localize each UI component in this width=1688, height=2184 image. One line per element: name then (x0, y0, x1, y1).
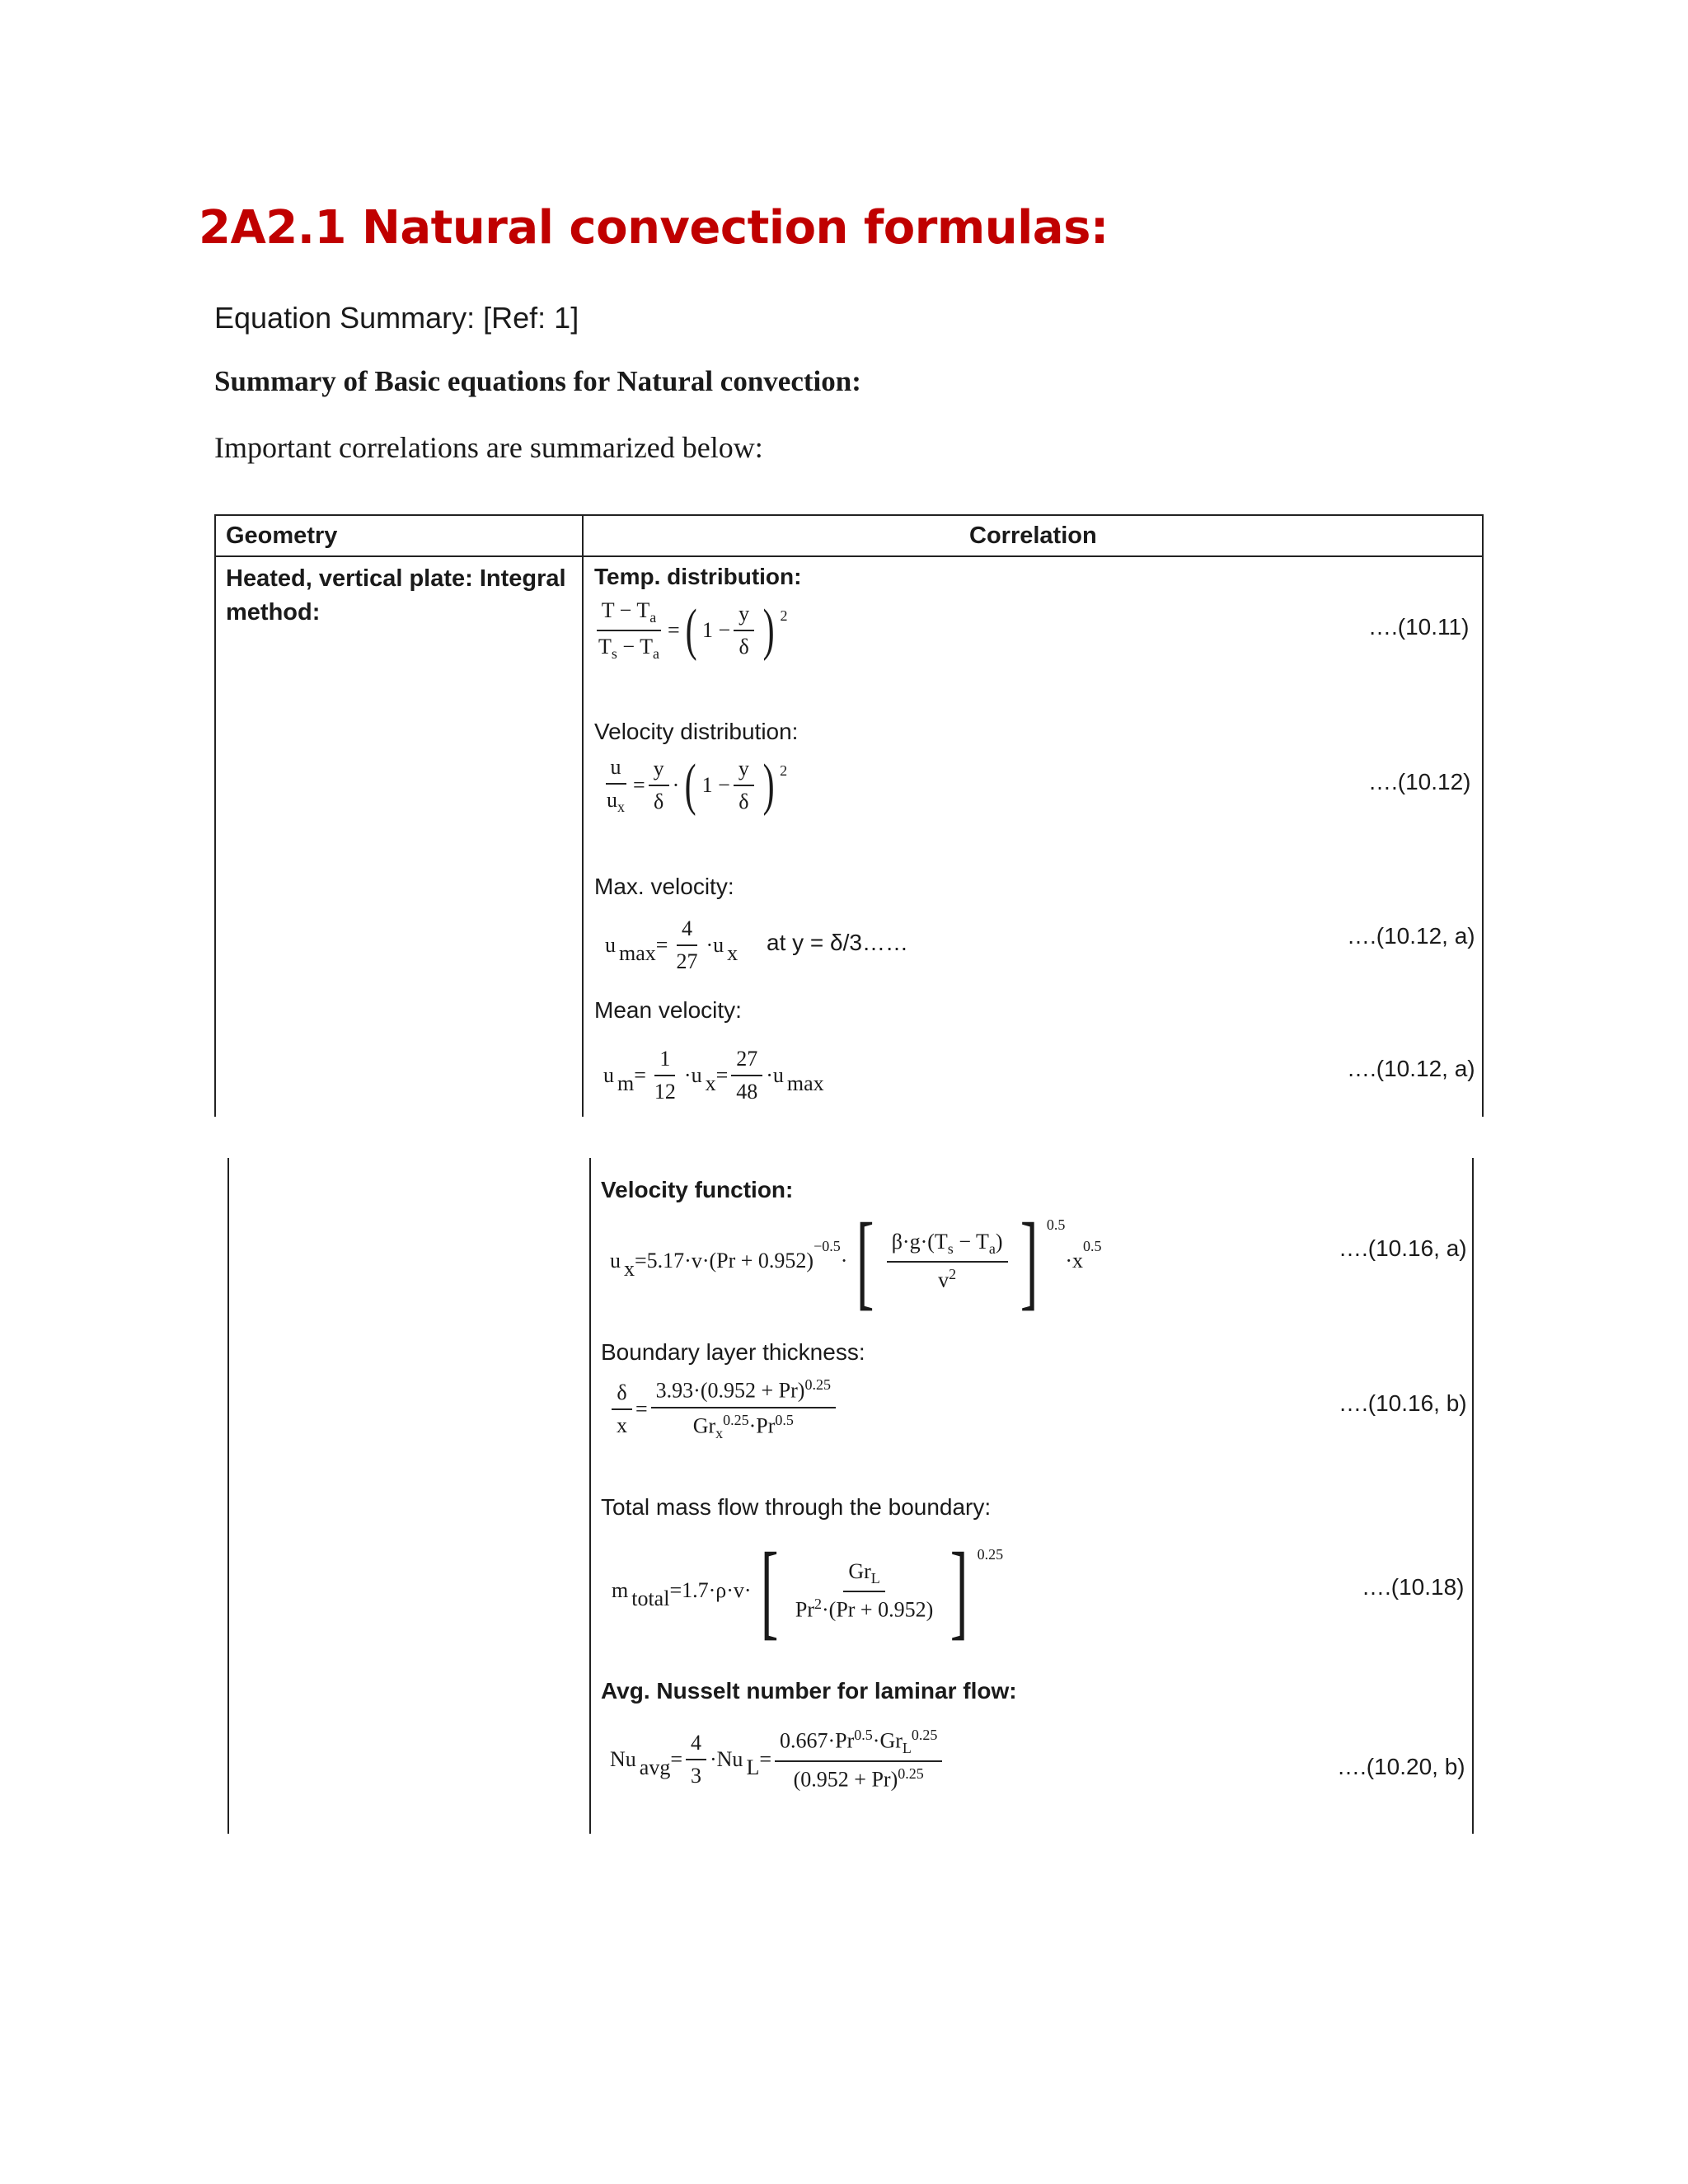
table-top-border (214, 514, 1484, 516)
temp-distribution-formula: $\frac{T - T_a}{T_s - T_a}$ = ( 1 − $\frac{y}{\delta}$ ) 2 (590, 598, 787, 663)
eqnum-10-11: ….(10.11) (1368, 614, 1470, 640)
table-header-divider (214, 555, 1484, 557)
max-velocity-formula: u max = $\frac{4}{27}$ ·u x (605, 916, 738, 973)
velocity-distribution-label: Velocity distribution: (594, 719, 799, 744)
eqnum-10-16b: ….(10.16, b) (1339, 1390, 1467, 1416)
geometry-line-2: method: (226, 599, 321, 626)
eqnum-10-18: ….(10.18) (1362, 1574, 1465, 1600)
summary-basic-heading: Summary of Basic equations for Natural convection: (214, 365, 861, 397)
velocity-distribution-formula: $\frac{u}{u_x}$ = $\frac{y}{\delta}$ · ( 1 − $\frac{y}{\delta}$ ) 2 (607, 753, 788, 818)
table-left-border (214, 514, 216, 1117)
boundary-layer-thickness-formula: $\frac{\delta}{x}$ = $\frac{3.93\cdot(0.952 + Pr)^{0.25}}{Gr_x^{0.25}\cdot Pr^{0.5}}$ (608, 1376, 839, 1442)
important-text: Important correlations are summarized below: (214, 431, 763, 464)
table-column-divider (582, 514, 584, 1117)
nusselt-formula: Nu avg = $\frac{4}{3}$ ·Nu L = $\frac{0.667\cdot Pr^{0.5}\cdot Gr_L^{0.25}}{(0.952 + Pr)^{0.25}}$ (610, 1727, 945, 1793)
eqnum-10-16a: ….(10.16, a) (1339, 1235, 1467, 1261)
geometry-cell (226, 562, 566, 630)
eqnum-10-12a-first: ….(10.12, a) (1347, 923, 1475, 949)
lower-left-border (227, 1158, 229, 1834)
total-mass-flow-formula: m total =1.7·ρ·v· [ $\frac{Gr_L}{Pr^2\cdot(Pr + 0.952)}$ ] 0.25 (612, 1531, 1004, 1650)
eqnum-10-12: ….(10.12) (1368, 769, 1471, 794)
max-velocity-label: Max. velocity: (594, 874, 734, 899)
eqnum-10-12a-second: ….(10.12, a) (1347, 1056, 1475, 1081)
eqnum-10-20b: ….(10.20, b) (1337, 1754, 1465, 1779)
geometry-line-1: Heated, vertical plate: Integral (226, 565, 566, 592)
total-mass-flow-label: Total mass flow through the boundary: (601, 1494, 992, 1520)
velocity-function-formula: u x =5.17·v·(Pr + 0.952) −0.5 · [ $\frac{\beta\cdot g\cdot(T_s - T_a)}{v^2}$ ] 0.5 ·x 0.5 (610, 1202, 1102, 1320)
max-velocity-condition: at y = δ/3…… (767, 930, 908, 955)
header-correlation: Correlation (969, 523, 1097, 549)
boundary-layer-thickness-label: Boundary layer thickness: (601, 1339, 865, 1365)
mean-velocity-label: Mean velocity: (594, 997, 742, 1023)
page-heading: 2A2.1 Natural convection formulas: (199, 201, 1109, 255)
temp-distribution-label: Temp. distribution: (594, 564, 802, 589)
nusselt-label: Avg. Nusselt number for laminar flow: (601, 1678, 1017, 1704)
mean-velocity-formula: u m = $\frac{1}{12}$ ·u x = $\frac{27}{48}$ ·u max (603, 1047, 824, 1104)
header-geometry: Geometry (226, 523, 338, 549)
lower-right-border (1472, 1158, 1474, 1834)
table-right-border (1482, 514, 1484, 1117)
equation-summary-text: Equation Summary: [Ref: 1] (214, 301, 579, 335)
lower-column-divider (589, 1158, 591, 1834)
velocity-function-label: Velocity function: (601, 1177, 794, 1202)
